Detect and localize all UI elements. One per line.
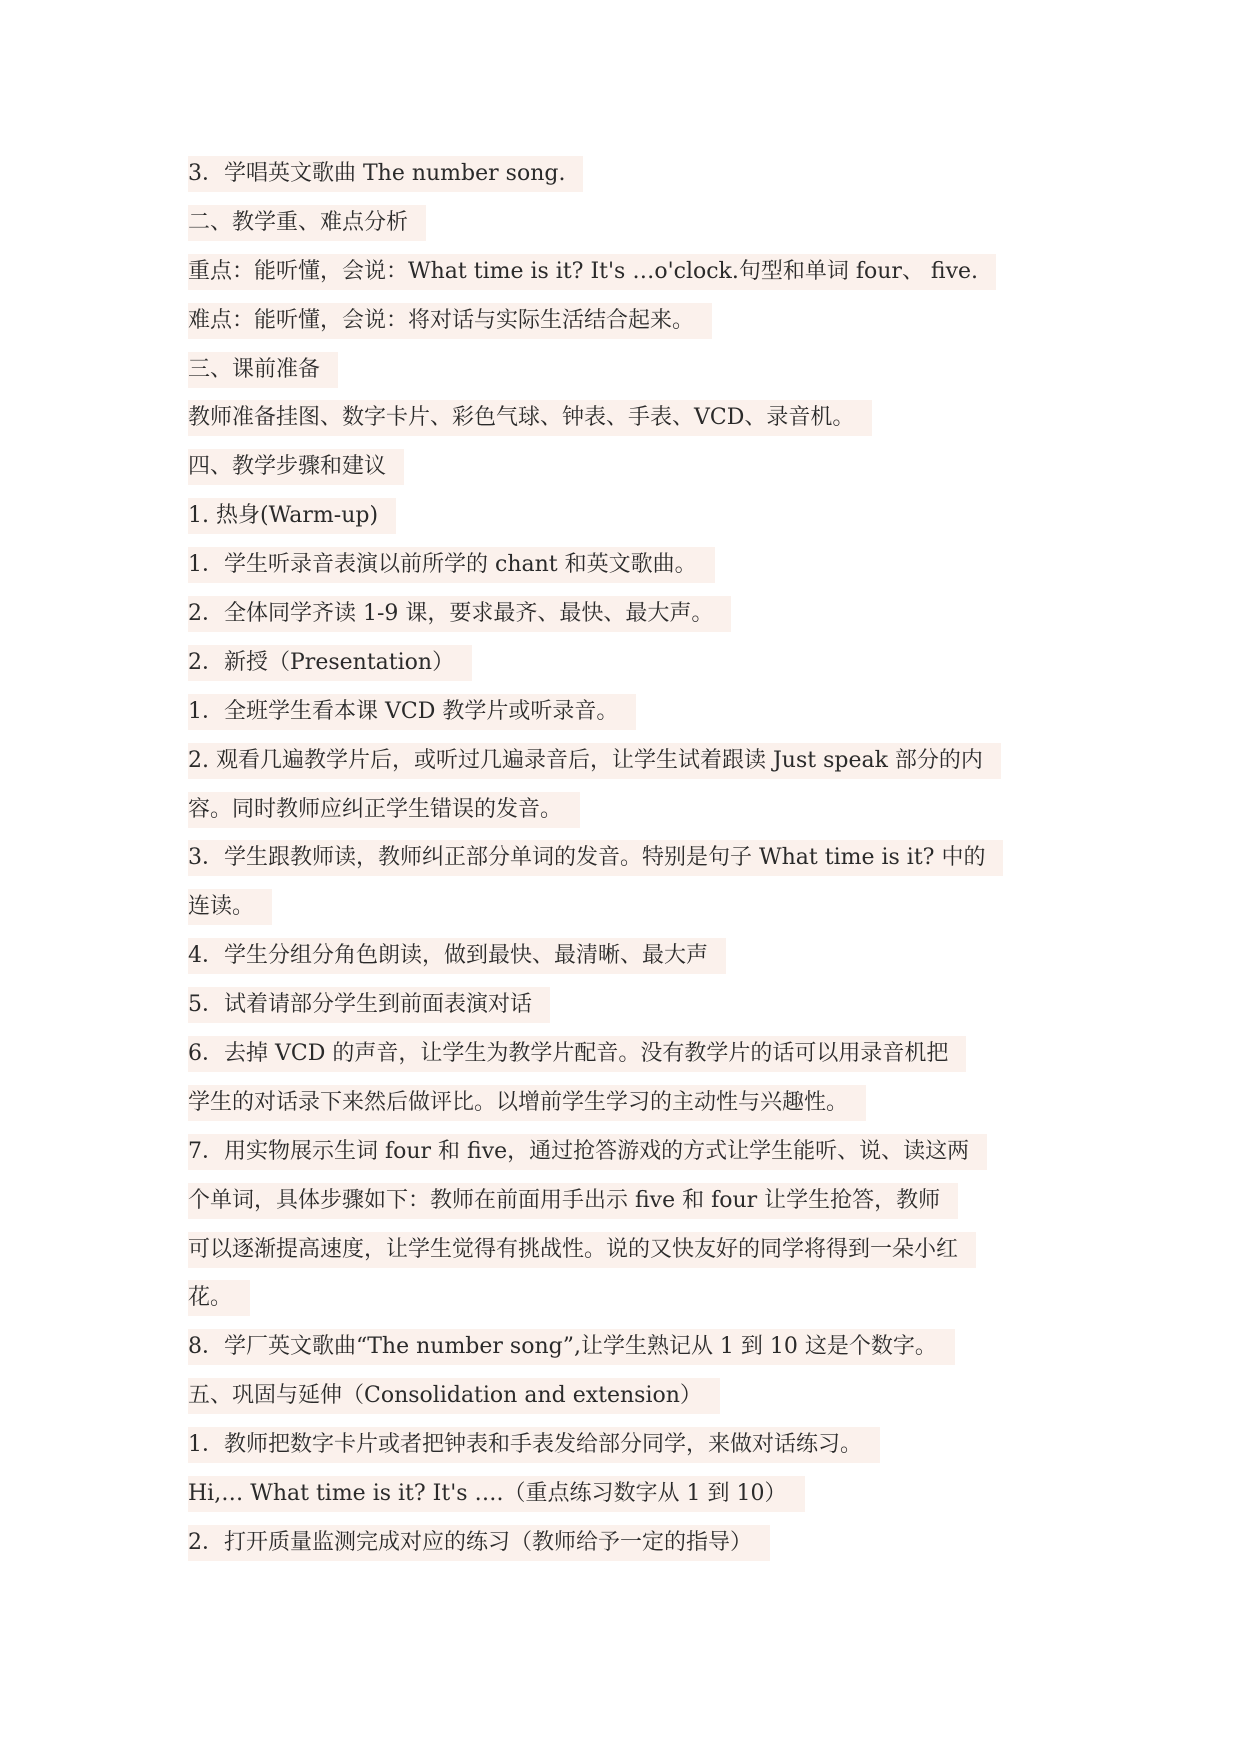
line-text: 1．全班学生看本课 VCD 教学片或听录音。	[188, 694, 636, 730]
line-text: 难点：能听懂，会说：将对话与实际生活结合起来。	[188, 303, 712, 339]
text-line	[188, 889, 1068, 938]
line-text: 学生的对话录下来然后做评比。以增前学生学习的主动性与兴趣性。	[188, 1085, 866, 1121]
text-line	[188, 1427, 1068, 1476]
line-text: 7．用实物展示生词 four 和 five，通过抢答游戏的方式让学生能听、说、读这两	[188, 1134, 987, 1170]
subsection-heading	[188, 498, 1068, 547]
line-text: 二、教学重、难点分析	[188, 205, 426, 241]
text-line	[188, 1183, 1068, 1232]
section-heading	[188, 449, 1068, 498]
line-text: 容。同时教师应纠正学生错误的发音。	[188, 792, 580, 828]
line-text: 重点：能听懂，会说：What time is it? It's …o'clock.句型和单词 four、 five.	[188, 254, 996, 290]
text-line	[188, 1280, 1068, 1329]
line-text: 1．教师把数字卡片或者把钟表和手表发给部分同学，来做对话练习。	[188, 1427, 880, 1463]
line-text: 3．学唱英文歌曲 The number song.	[188, 156, 583, 192]
line-text: 4．学生分组分角色朗读，做到最快、最清晰、最大声	[188, 938, 726, 974]
text-line	[188, 254, 1068, 303]
text-line	[188, 694, 1068, 743]
line-text: 2．全体同学齐读 1-9 课，要求最齐、最快、最大声。	[188, 596, 731, 632]
text-line	[188, 840, 1068, 889]
subsection-heading	[188, 645, 1068, 694]
text-line	[188, 1525, 1068, 1574]
text-line	[188, 792, 1068, 841]
line-text: 可以逐渐提高速度，让学生觉得有挑战性。说的又快友好的同学将得到一朵小红	[188, 1232, 976, 1268]
line-text: 五、巩固与延伸（Consolidation and extension）	[188, 1378, 720, 1414]
text-line	[188, 400, 1068, 449]
line-text: 1. 热身(Warm-up)	[188, 498, 396, 534]
line-text: 花。	[188, 1280, 250, 1316]
line-text: Hi,… What time is it? It's ….（重点练习数字从 1 到 10）	[188, 1476, 805, 1512]
document-body	[188, 156, 1068, 1574]
line-text: 四、教学步骤和建议	[188, 449, 404, 485]
text-line	[188, 987, 1068, 1036]
text-line	[188, 938, 1068, 987]
text-line	[188, 743, 1068, 792]
line-text: 8．学厂英文歌曲“The number song”,让学生熟记从 1 到 10 这是个数字。	[188, 1329, 955, 1365]
text-line	[188, 547, 1068, 596]
text-line	[188, 1329, 1068, 1378]
line-text: 2. 观看几遍教学片后，或听过几遍录音后，让学生试着跟读 Just speak 部分的内	[188, 743, 1001, 779]
line-text: 个单词，具体步骤如下：教师在前面用手出示 five 和 four 让学生抢答，教师	[188, 1183, 958, 1219]
section-heading	[188, 1378, 1068, 1427]
text-line	[188, 1476, 1068, 1525]
line-text: 1．学生听录音表演以前所学的 chant 和英文歌曲。	[188, 547, 715, 583]
text-line	[188, 1085, 1068, 1134]
line-text: 5．试着请部分学生到前面表演对话	[188, 987, 550, 1023]
text-line	[188, 1134, 1068, 1183]
text-line	[188, 596, 1068, 645]
text-line	[188, 1232, 1068, 1281]
text-line	[188, 156, 1068, 205]
line-text: 连读。	[188, 889, 272, 925]
text-line	[188, 1036, 1068, 1085]
line-text: 教师准备挂图、数字卡片、彩色气球、钟表、手表、VCD、录音机。	[188, 400, 872, 436]
line-text: 6．去掉 VCD 的声音，让学生为教学片配音。没有教学片的话可以用录音机把	[188, 1036, 966, 1072]
line-text: 3．学生跟教师读，教师纠正部分单词的发音。特别是句子 What time is it? 中的	[188, 840, 1003, 876]
line-text: 2．新授（Presentation）	[188, 645, 472, 681]
line-text: 三、课前准备	[188, 352, 338, 388]
text-line	[188, 303, 1068, 352]
section-heading	[188, 352, 1068, 401]
section-heading	[188, 205, 1068, 254]
line-text: 2．打开质量监测完成对应的练习（教师给予一定的指导）	[188, 1525, 770, 1561]
